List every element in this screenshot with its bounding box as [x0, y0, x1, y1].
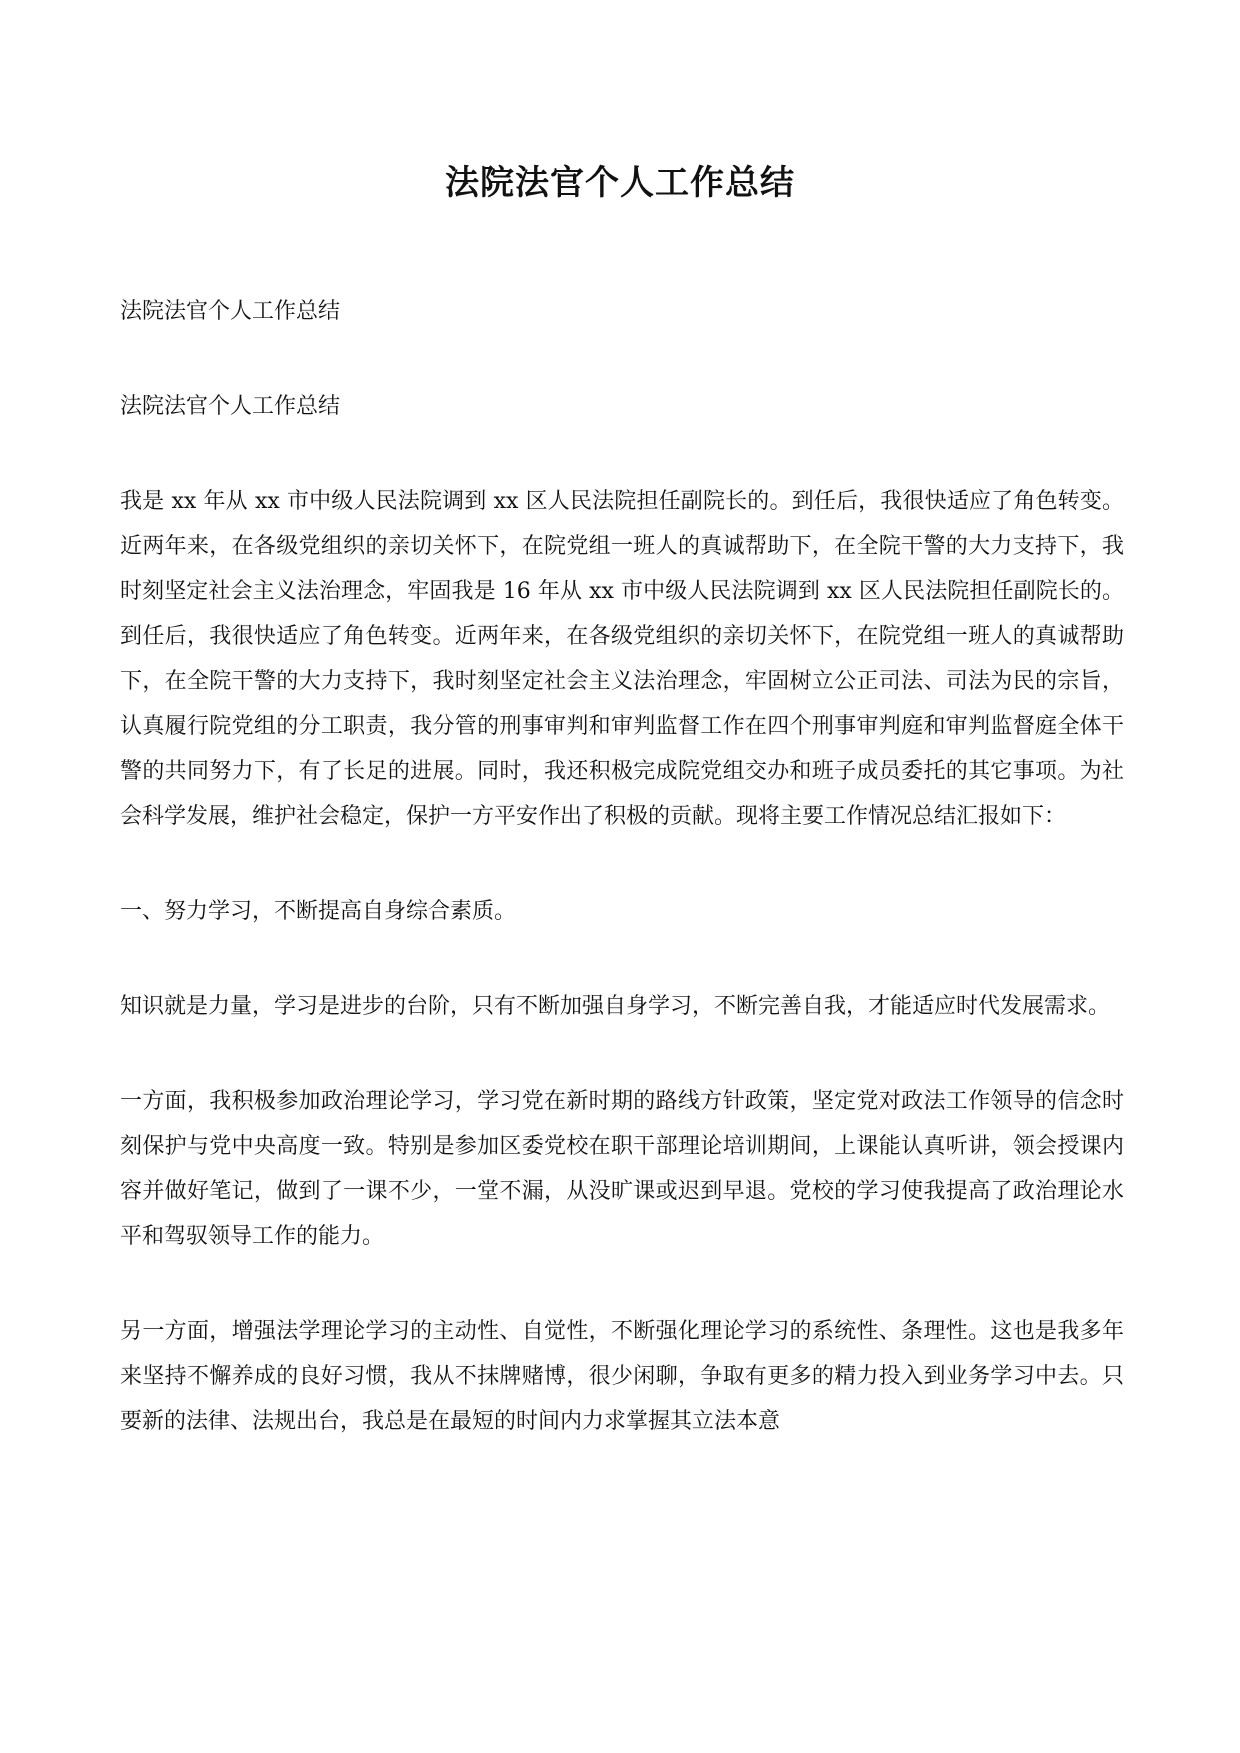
document-body [120, 289, 1124, 1494]
subtitle-line: 法院法官个人工作总结 [120, 299, 341, 324]
intro-paragraph: 我是 xx 年从 xx 市中级人民法院调到 xx 区人民法院担任副院长的。到任后，我很快适应了角色转变。近两年来，在各级党组织的亲切关怀下，在院党组一班人的真诚帮助下，在全院干警的大力支持下，我时刻坚定社会主义法治理念，牢固我是 16 年从 xx 市中级人民法院调到 xx 区人民法院担任副院长的。到任后，我很快适应了角色转变。近两年来，在各级党组织的亲切关怀下，在院党组一班人的真诚帮助下，在全院干警的大力支持下，我时刻坚定社会主义法治理念，牢固树立公正司法、司法为民的宗旨，认真履行院党组的分工职责，我分管的刑事审判和审判监督工作在四个刑事审判庭和审判监督庭全体干警的共同努力下，有了长足的进展。同时，我还积极完成院党组交办和班子成员委托的其它事项。为社会科学发展，维护社会稳定，保护一方平安作出了积极的贡献。现将主要工作情况总结汇报如下： [120, 489, 1124, 829]
body-paragraph: 一方面，我积极参加政治理论学习，学习党在新时期的路线方针政策，坚定党对政法工作领导的信念时刻保护与党中央高度一致。特别是参加区委党校在职干部理论培训期间，上课能认真听讲，领会授课内容并做好笔记，做到了一课不少，一堂不漏，从没旷课或迟到早退。党校的学习使我提高了政治理论水平和驾驭领导工作的能力。 [120, 1089, 1124, 1249]
body-paragraph: 另一方面，增强法学理论学习的主动性、自觉性，不断强化理论学习的系统性、条理性。这也是我多年来坚持不懈养成的良好习惯，我从不抹牌赌博，很少闲聊，争取有更多的精力投入到业务学习中去。只要新的法律、法规出台，我总是在最短的时间内力求掌握其立法本意 [120, 1319, 1124, 1434]
body-paragraph: 知识就是力量，学习是进步的台阶，只有不断加强自身学习，不断完善自我，才能适应时代发展需求。 [120, 994, 1111, 1019]
document-title: 法院法官个人工作总结 [445, 163, 795, 203]
section-heading: 一、努力学习，不断提高自身综合素质。 [120, 899, 517, 924]
subtitle-line: 法院法官个人工作总结 [120, 394, 341, 419]
